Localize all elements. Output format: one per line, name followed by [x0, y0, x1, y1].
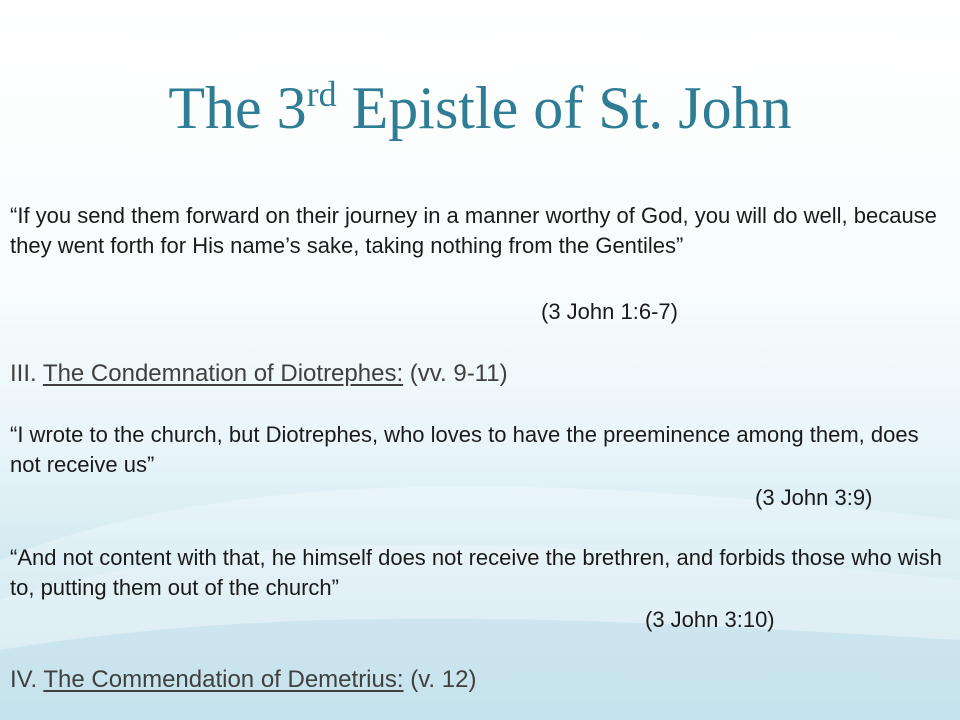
heading-3-number: III. [10, 360, 43, 387]
heading-condemnation [10, 359, 508, 389]
title-main: The 3 [168, 75, 307, 141]
reference-1: (3 John 1:6-7) [541, 299, 678, 324]
heading-4-verses: (v. 12) [403, 666, 477, 693]
reference-2: (3 John 3:9) [755, 485, 873, 510]
heading-4-number: IV. [10, 666, 44, 693]
quote-1: “If you send them forward on their journey in a manner worthy of God, you will do well, because they went forth for His name’s sake, taking nothing from the Gentiles” [10, 203, 937, 258]
heading-4-title: The Commendation of Demetrius: [43, 666, 404, 693]
quote-2: “I wrote to the church, but Diotrephes, who loves to have the preeminence among them, does not receive us” [10, 422, 919, 477]
slide-title [0, 74, 960, 143]
heading-3-title: The Condemnation of Diotrephes: [42, 360, 404, 387]
quote-3: “And not content with that, he himself does not receive the brethren, and forbids those who wish to, putting them out of the church” [10, 545, 942, 600]
title-rest: Epistle of St. John [336, 75, 792, 141]
title-superscript: rd [306, 74, 337, 114]
heading-commendation [10, 665, 476, 695]
heading-3-verses: (vv. 9-11) [403, 360, 508, 387]
reference-3: (3 John 3:10) [645, 607, 775, 632]
